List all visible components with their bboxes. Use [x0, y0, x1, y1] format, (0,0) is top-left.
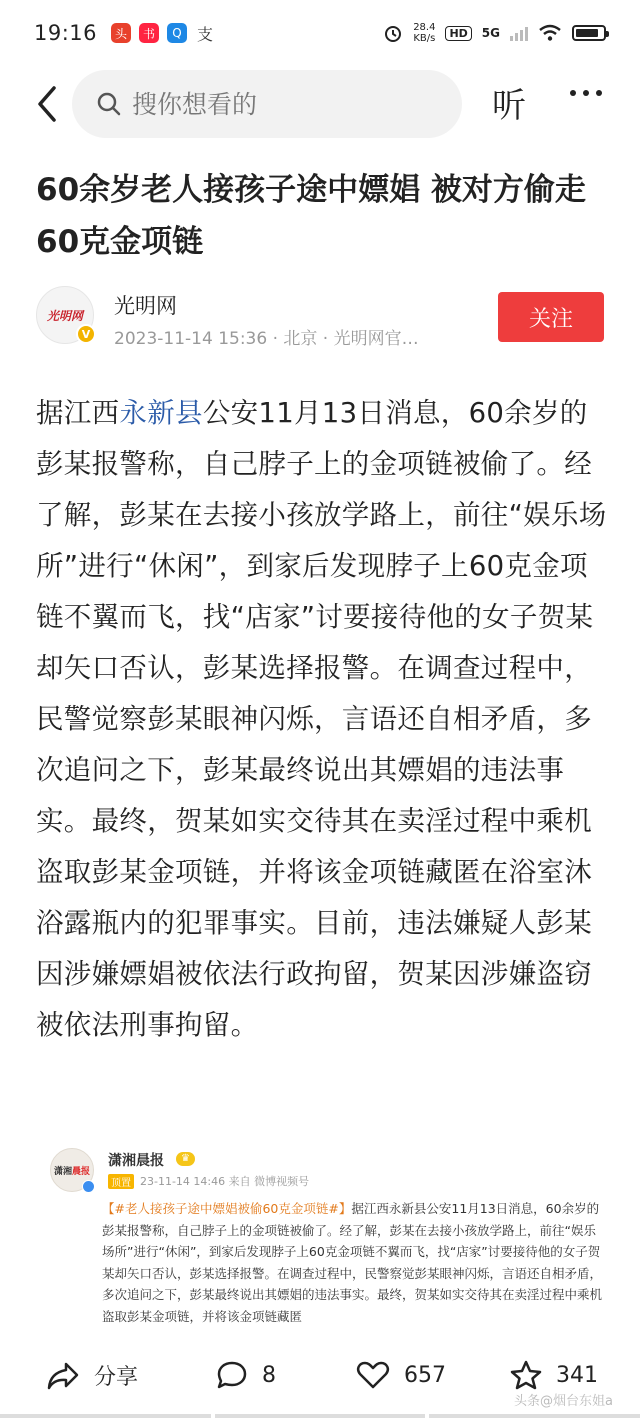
watermark: 头条@烟台东姐a [514, 1394, 613, 1409]
author-row [36, 286, 606, 348]
share-button[interactable] [46, 1360, 138, 1391]
share-label: 分享 [94, 1365, 139, 1390]
embed-crown-icon: ♛ [176, 1152, 195, 1166]
battery-level [576, 29, 598, 37]
embed-meta: 23-11-14 14:46 来自 微博视频号 [140, 1175, 310, 1188]
back-arrow-icon [34, 84, 60, 124]
guangming-logo: 光明网 [46, 308, 83, 323]
comment-button[interactable] [216, 1360, 276, 1390]
alipay-icon: 支 [197, 24, 214, 44]
comment-icon [216, 1360, 248, 1390]
publish-meta: 2023-11-14 15:36 · 北京 · 光明网官… [114, 329, 419, 349]
like-count: 657 [404, 1362, 446, 1388]
verified-icon: V [76, 324, 96, 344]
embed-author-name: 潇湘晨报 [108, 1153, 164, 1169]
body-text-start: 据江西 [36, 397, 120, 429]
search-bar[interactable] [72, 70, 462, 138]
comment-count: 8 [262, 1362, 276, 1388]
share-icon [46, 1361, 80, 1391]
toutiao-icon: 头 [111, 23, 131, 43]
favorite-button[interactable] [510, 1360, 598, 1390]
place-link[interactable]: 永新县 [119, 397, 203, 429]
star-icon [510, 1360, 542, 1390]
article-title: 60余岁老人接孩子途中嫖娼 被对方偷走60克金项链 [36, 172, 586, 260]
status-time: 19:16 [34, 21, 98, 45]
status-bar [0, 0, 640, 66]
like-button[interactable] [356, 1360, 446, 1390]
qq-browser-icon: Q [167, 23, 187, 43]
wifi-icon [538, 24, 562, 42]
author-name[interactable]: 光明网 [114, 294, 177, 318]
status-app-icons [111, 23, 215, 43]
search-input[interactable] [132, 90, 432, 119]
net-speed [413, 22, 435, 44]
xiaohongshu-icon: 书 [139, 23, 159, 43]
embed-text-body: 据江西永新县公安11月13日消息，60余岁的彭某报警称，自己脖子上的金项链被偷了。经了解，彭某在去接小孩放学路上，前往“娱乐场所”进行“休闲”，到家后发现脖子上60克金项链不翼而飞，找“店家”讨要接待他的女子贺某却矢口否认，彭某选择报警。在调查过程中，民警察觉彭某眼神闪烁，言语还自相矛盾，多次追问之下，彭某最终说出其嫖娼的违法事实。最终，贺某如实交待其在卖淫过程中乘机盗取彭某金项链，并将该金项链藏匿 [102, 1201, 603, 1324]
network-type: 5G [481, 26, 500, 40]
article-body [36, 388, 608, 1051]
signal-icon [510, 25, 528, 41]
listen-button[interactable]: 听 [492, 86, 526, 126]
hd-badge: HD [445, 26, 471, 41]
heart-icon [356, 1360, 390, 1390]
body-text-rest: 公安11月13日消息，60余岁的彭某报警称，自己脖子上的金项链被偷了。经了解，彭某在去接小孩放学路上，前往“娱乐场所”进行“休闲”，到家后发现脖子上60克金项链不翼而飞，找“店家”讨要接待他的女子贺某却矢口否认，彭某选择报警。在调查过程中，民警觉察彭某眼神闪烁，言语还自相矛盾，多次追问之下，彭某最终说出其嫖娼的违法事实。最终，贺某如实交待其在卖淫过程中乘机盗取彭某金项链，并将该金项链藏匿在浴室沐浴露瓶内的犯罪事实。目前，违法嫌疑人彭某因涉嫌嫖娼被依法行政拘留，贺某因涉嫌盗窃被依法刑事拘留。 [36, 397, 607, 1041]
top-nav [0, 68, 640, 140]
search-icon [96, 91, 122, 117]
net-speed-unit: KB/s [413, 33, 436, 44]
favorite-count: 341 [556, 1362, 598, 1388]
follow-button[interactable]: 关注 [498, 292, 604, 342]
embed-tag: 顶置 [108, 1174, 134, 1189]
alarm-icon [383, 23, 403, 43]
battery-icon [572, 25, 606, 41]
bottom-divider [0, 1414, 640, 1422]
embedded-screenshot[interactable] [36, 1140, 608, 1336]
back-button[interactable] [22, 74, 72, 134]
embed-avatar-text-2: 晨报 [72, 1166, 91, 1177]
status-indicators [383, 22, 606, 44]
embed-text [102, 1198, 606, 1327]
embed-avatar-text-1: 潇湘 [53, 1166, 72, 1177]
more-options-icon[interactable] [570, 90, 602, 96]
embed-verified-icon [82, 1180, 95, 1193]
embed-hashtag: 【#老人接孩子途中嫖娼被偷60克金项链#】 [102, 1201, 352, 1216]
net-speed-value: 28.4 [413, 22, 436, 33]
